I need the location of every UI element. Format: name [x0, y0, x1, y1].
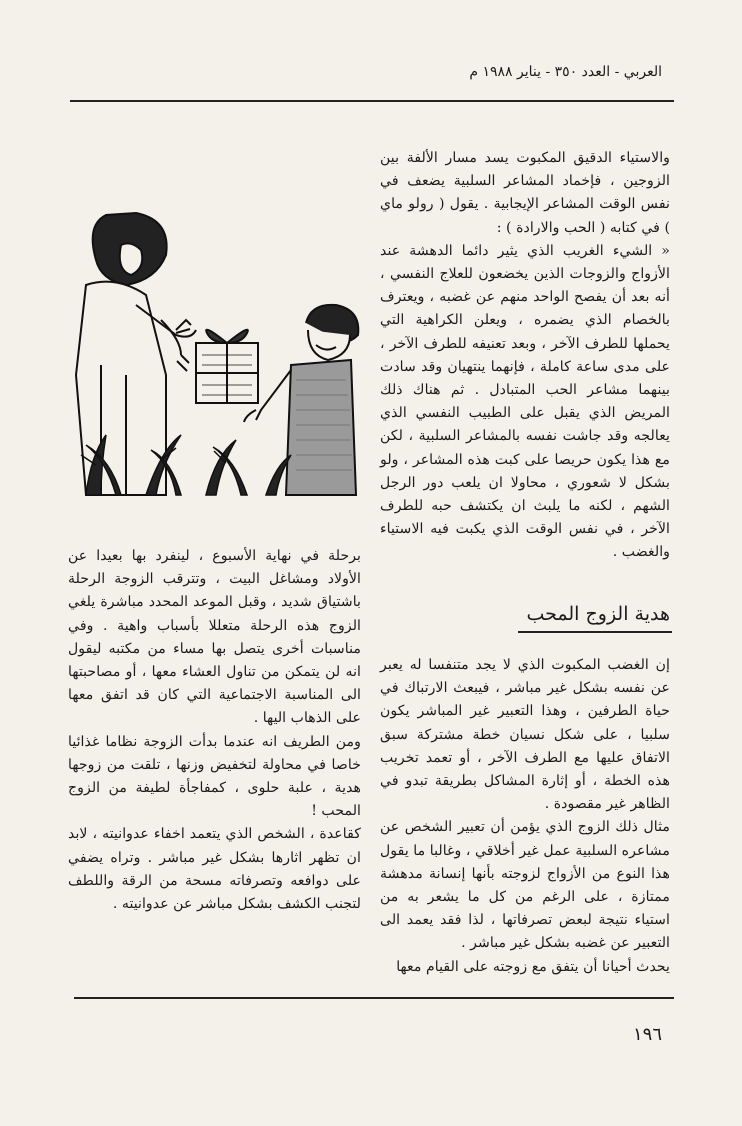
- right-column: [380, 147, 670, 565]
- quote-paragraph: « الشيء الغريب الذي يثير دائما الدهشة عند الأزواج والزوجات الذين يخضعون للعلاج النفسي ، أنه بعد أن يفصح الواحد منهم عن غضبه ، ويعترف بالخصام الذي يضمره ، ويعلن الكراهية التي يحملها للطرف الآخر ، وبعد تعنيفه للطرف الآخر ، على مدى ساعة كاملة ، فإنهما ينتهيان وقد سادت بينهما مشاعر الحب المتبادل . ثم هناك ذلك المريض الذي يقبل على الطبيب النفسي الذي يعالجه وقد جاشت نفسه بالمشاعر السلبية ، لكن مع هذا يكون حريصا على كبت هذه المشاعر ، ولو بشكل لا شعوري ، محاولا ان يلعب دور الرجل الشهم ، لكنه ما يلبث ان يكتشف حبه للطرف الآخر ، في نفس الوقت الذي يكبت فيه الاستياء والغضب .: [380, 242, 670, 561]
- section-body: [380, 654, 670, 979]
- running-head: العربي - العدد ٣٥٠ - يناير ١٩٨٨ م: [469, 64, 662, 80]
- left-column: [68, 545, 361, 916]
- paragraph: يحدث أحيانا أن يتفق مع زوجته على القيام معها: [396, 958, 670, 975]
- gift-exchange-illustration: [66, 205, 370, 497]
- header-rule: [70, 100, 674, 102]
- paragraph: والاستياء الدقيق المكبوت يسد مسار الألفة بين الزوجين ، فإخماد المشاعر السلبية يضعف في نفس الوقت المشاعر الإيجابية . يقول ( رولو ماي ) في كتابه ( الحب والارادة ) :: [380, 150, 670, 236]
- paragraph: كقاعدة ، الشخص الذي يتعمد اخفاء عدوانيته ، لابد ان تظهر اثارها بشكل غير مباشر . وتراه يضفي على دوافعه وتصرفاته مسحة من الرقة واللطف لتجنب الكشف بشكل مباشر عن عدوانيته .: [68, 826, 361, 913]
- paragraph: برحلة في نهاية الأسبوع ، لينفرد بها بعيدا عن الأولاد ومشاغل البيت ، وتترقب الزوجة الرحلة باشتياق شديد ، وقبل الموعد المحدد مباشرة يلغي الزوج هذه الرحلة متعللا بأسباب واهية . وفي مناسبات أخرى يتصل بها مساء من مكتبه ليقول انه لن يتمكن من تناول العشاء معها ، أو مصاحبتها الى المناسبة الاجتماعية التي كان قد اتفق معها على الذهاب اليها .: [68, 548, 361, 727]
- page-number: ١٩٦: [632, 1024, 662, 1045]
- paragraph: إن الغضب المكبوت الذي لا يجد متنفسا له يعبر عن نفسه بشكل غير مباشر ، فيبعث الارتباك في حياة الطرفين ، وهذا التعبير غير المباشر يكون سلبيا ، على شكل نسيان خطة مشتركة سبق الاتفاق عليها مع الطرف الآخر ، أو تعمد تخريب هذه الخطة ، أو إثارة المشاكل بطريقة تبدو في الظاهر غير مقصودة .: [380, 657, 670, 813]
- paragraph: مثال ذلك الزوج الذي يؤمن أن تعبير الشخص عن مشاعره السلبية عمل غير أخلاقي ، وغالبا ما يقول هذا النوع من الأزواج لزوجته بأنها إنسانة مدهشة ممتازة ، على الرغم من كل ما يشعر به من استياء نتيجة لبعض تصرفاتها ، لذا فقد يعمد الى التعبير عن غضبه بشكل غير مباشر .: [380, 819, 670, 952]
- footer-rule: [74, 997, 674, 999]
- page-header: [0, 58, 742, 98]
- paragraph: ومن الطريف انه عندما بدأت الزوجة نظاما غذائيا خاصا في محاولة لتخفيض وزنها ، تلقت من زوجها هدية ، علبة حلوى ، كمفاجأة لطيفة من الزوج المحب !: [68, 733, 361, 820]
- gift-box: [196, 330, 258, 403]
- man-figure: [244, 305, 358, 495]
- section-heading: هدية الزوج المحب: [518, 603, 672, 633]
